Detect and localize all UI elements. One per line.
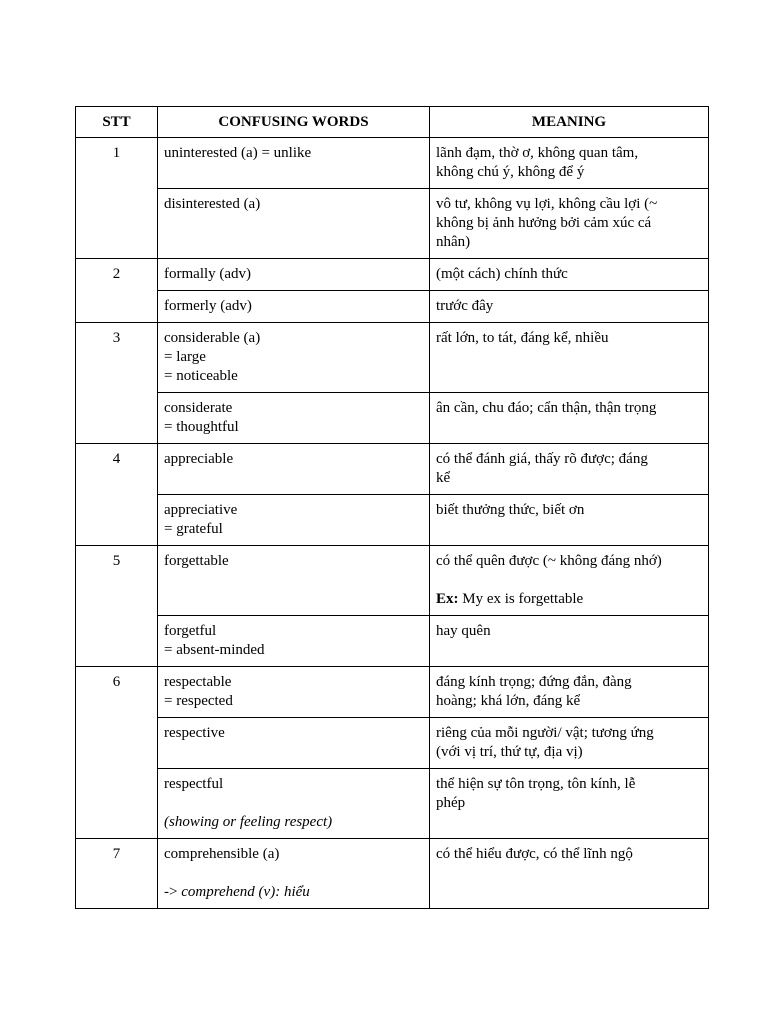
meaning-cell: [430, 323, 709, 393]
meaning-line: lãnh đạm, thờ ơ, không quan tâm,: [436, 145, 639, 161]
related-word-text: comprehend (v): hiểu: [181, 884, 310, 900]
table-row: [76, 444, 709, 495]
word-cell: [158, 393, 430, 444]
row-number: 6: [76, 667, 158, 839]
meaning-cell: [430, 138, 709, 189]
meaning-line: không bị ảnh hưởng bởi cảm xúc cá: [436, 215, 652, 231]
example-text: My ex is forgettable: [458, 591, 584, 607]
meaning-cell: [430, 769, 709, 839]
related-word: [164, 883, 423, 902]
meaning-line: vô tư, không vụ lợi, không cầu lợi (~: [436, 196, 658, 212]
word-cell: [158, 189, 430, 259]
meaning-cell: [430, 393, 709, 444]
table-row: [76, 667, 709, 718]
meaning-line: có thể đánh giá, thấy rõ được; đáng: [436, 451, 648, 467]
header-confusing-words: CONFUSING WORDS: [158, 107, 430, 138]
table-row: [76, 291, 709, 323]
word-cell: [158, 259, 430, 291]
table-header-row: [76, 107, 709, 138]
row-number: 7: [76, 839, 158, 909]
word-line: formally (adv): [164, 266, 252, 282]
word-cell: [158, 444, 430, 495]
word-cell: [158, 839, 430, 909]
meaning-line: hoàng; khá lớn, đáng kể: [436, 693, 581, 709]
word-line: forgetful: [164, 623, 217, 639]
word-cell: [158, 718, 430, 769]
row-number: 5: [76, 546, 158, 667]
word-line: considerable (a): [164, 330, 261, 346]
meaning-line: riêng của mỗi người/ vật; tương ứng: [436, 725, 654, 741]
confusing-words-table: [75, 106, 709, 909]
meaning-line: (với vị trí, thứ tự, địa vị): [436, 744, 583, 760]
word-line: = grateful: [164, 521, 223, 537]
table-row: [76, 138, 709, 189]
word-cell: [158, 323, 430, 393]
word-line: = thoughtful: [164, 419, 239, 435]
example-sentence: [436, 590, 702, 609]
meaning-cell: [430, 546, 709, 616]
meaning-cell: [430, 291, 709, 323]
table-row: [76, 393, 709, 444]
row-number: 4: [76, 444, 158, 546]
meaning-line: (một cách) chính thức: [436, 266, 568, 282]
meaning-line: trước đây: [436, 298, 494, 314]
meaning-line: biết thưởng thức, biết ơn: [436, 502, 585, 518]
arrow-text: ->: [164, 884, 182, 900]
row-number: 1: [76, 138, 158, 259]
word-line: = respected: [164, 693, 233, 709]
word-line: disinterested (a): [164, 196, 261, 212]
meaning-cell: [430, 839, 709, 909]
example-label: Ex:: [436, 591, 459, 607]
word-cell: [158, 495, 430, 546]
meaning-cell: [430, 667, 709, 718]
table-row: [76, 769, 709, 839]
word-line: respectable: [164, 674, 232, 690]
word-line: uninterested (a) = unlike: [164, 145, 312, 161]
table-row: [76, 323, 709, 393]
word-line: appreciative: [164, 502, 238, 518]
word-cell: [158, 291, 430, 323]
word-line: respectful: [164, 776, 224, 792]
word-line: appreciable: [164, 451, 234, 467]
word-line: forgettable: [164, 553, 229, 569]
word-note: (showing or feeling respect): [164, 814, 333, 830]
word-cell: [158, 546, 430, 616]
table-row: [76, 839, 709, 909]
table-row: [76, 495, 709, 546]
meaning-cell: [430, 259, 709, 291]
table-row: [76, 616, 709, 667]
word-cell: [158, 616, 430, 667]
meaning-cell: [430, 718, 709, 769]
word-cell: [158, 667, 430, 718]
word-line: respective: [164, 725, 225, 741]
word-cell: [158, 138, 430, 189]
row-number: 3: [76, 323, 158, 444]
word-line: = large: [164, 349, 206, 365]
word-line: = noticeable: [164, 368, 238, 384]
meaning-line: có thể quên được (~ không đáng nhớ): [436, 553, 662, 569]
meaning-line: thể hiện sự tôn trọng, tôn kính, lễ: [436, 776, 636, 792]
meaning-line: phép: [436, 795, 466, 811]
meaning-line: rất lớn, to tát, đáng kể, nhiều: [436, 330, 609, 346]
word-cell: [158, 769, 430, 839]
meaning-line: đáng kính trọng; đứng đắn, đàng: [436, 674, 632, 690]
row-number: 2: [76, 259, 158, 323]
meaning-line: kể: [436, 470, 451, 486]
header-stt: STT: [76, 107, 158, 138]
meaning-line: hay quên: [436, 623, 491, 639]
table-row: [76, 718, 709, 769]
word-line: considerate: [164, 400, 233, 416]
table-row: [76, 259, 709, 291]
meaning-line: ân cần, chu đáo; cẩn thận, thận trọng: [436, 400, 657, 416]
meaning-cell: [430, 444, 709, 495]
header-meaning: MEANING: [430, 107, 709, 138]
meaning-line: không chú ý, không để ý: [436, 164, 585, 180]
word-line: formerly (adv): [164, 298, 252, 314]
word-line: comprehensible (a): [164, 846, 280, 862]
word-line: = absent-minded: [164, 642, 265, 658]
table-row: [76, 546, 709, 616]
meaning-cell: [430, 495, 709, 546]
table-body: [76, 138, 709, 909]
table-row: [76, 189, 709, 259]
meaning-line: nhân): [436, 234, 471, 250]
meaning-cell: [430, 616, 709, 667]
meaning-line: có thể hiểu được, có thể lĩnh ngộ: [436, 846, 633, 862]
meaning-cell: [430, 189, 709, 259]
